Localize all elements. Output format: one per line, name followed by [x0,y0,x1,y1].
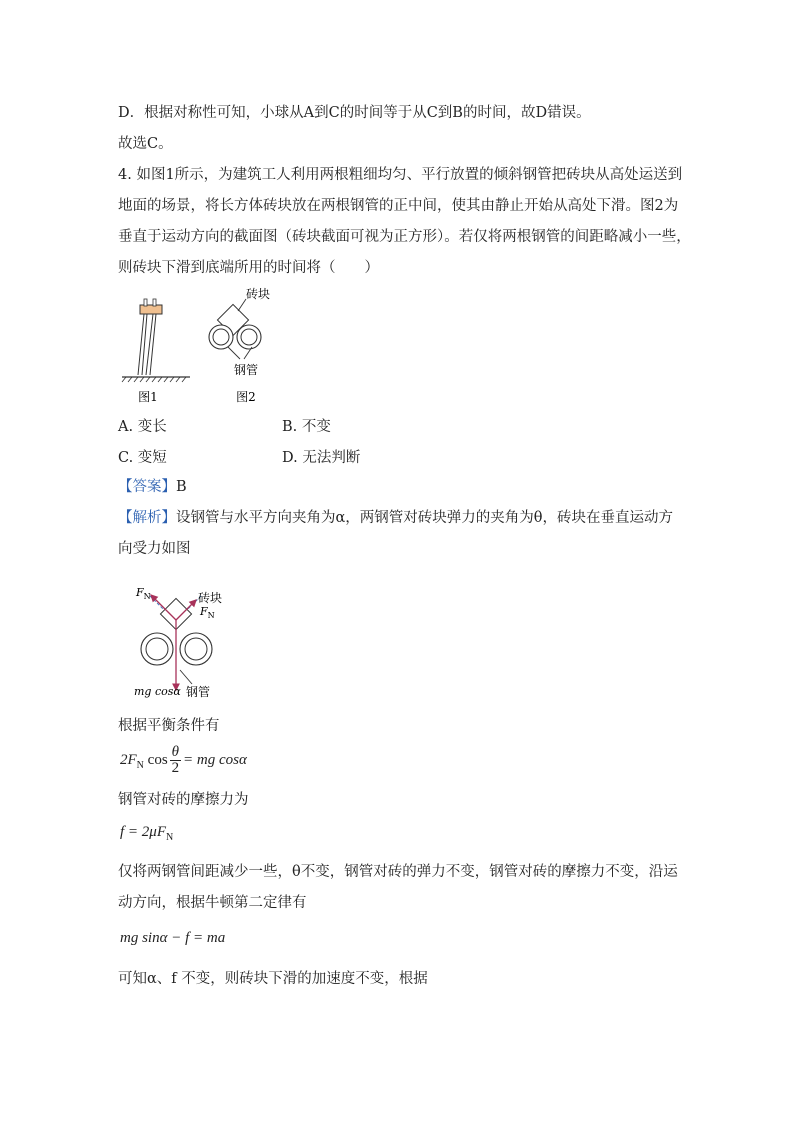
analysis-tag: 【解析】 [118,510,176,526]
fig2-caption: 图2 [236,390,256,404]
fn-label-right: F [200,605,208,618]
option-a: A. 变长 [118,419,167,435]
q4-line-2: 地面的场景，将长方体砖块放在两根钢管的正中间，使其由静止开始从高处下滑。图2为 [118,198,679,214]
friction-intro: 钢管对砖的摩擦力为 [118,792,249,808]
force-brick-label: 砖块 [198,591,223,605]
force-pipe-label: 钢管 [186,685,211,699]
equation-balance: $2F_N$ cos $\frac{\theta}{2}$ = mg cosα [120,744,247,776]
figure-1-drawing [122,299,190,382]
q4-line-3: 垂直于运动方向的截面图（砖块截面可视为正方形）。若仅将两根钢管的间距略减小一些， [118,229,691,245]
analysis-line-2: 向受力如图 [118,541,191,557]
prev-option-d-explanation: D．根据对称性可知，小球从A到C的时间等于从C到B的时间，故D错误。 [118,105,591,121]
svg-text:FN: $F_N$ [136,586,151,601]
figures-1-2 [118,285,288,405]
conclusion-line: 可知α、f 不变，则砖块下滑的加速度不变，根据 [118,971,428,987]
change-line-2: 动方向，根据牛顿第二定律有 [118,895,307,911]
option-b: B. 不变 [282,419,331,435]
answer-line [118,477,187,497]
fig1-caption: 图1 [138,390,158,404]
fn-label-left: F [136,586,144,599]
answer-value: B [176,479,187,495]
fig1-brick [140,305,162,314]
fig2-brick-label: 砖块 [245,287,271,301]
answer-tag: 【答案】 [118,479,176,495]
q4-line-4: 则砖块下滑到底端所用的时间将（ ） [118,260,379,276]
theta-over-two: $\frac{\theta}{2}$ [171,744,180,776]
change-line-1: 仅将两钢管间距减少一些，θ不变，钢管对砖的弹力不变，钢管对砖的摩擦力不变，沿运 [118,864,678,880]
option-c: C. 变短 [118,450,167,466]
equation-newton: mg sinα − f = ma [120,930,226,946]
figure-2-drawing [209,299,261,359]
option-d: D. 无法判断 [282,450,361,466]
fig2-pipe-label: 钢管 [233,363,259,377]
svg-text:FN: $F_N$ [200,605,215,620]
analysis-line-1: 【解析】设钢管与水平方向夹角为α，两钢管对砖块弹力的夹角为θ，砖块在垂直运动方 [118,510,674,526]
prev-answer-line: 故选C。 [118,136,173,152]
balance-intro: 根据平衡条件有 [118,718,220,734]
q4-line-1: 4. 如图1所示，为建筑工人利用两根粗细均匀、平行放置的倾斜钢管把砖块从高处运送到 [118,167,683,183]
force-diagram [130,578,240,703]
mg-cos-label: mg cosα [134,685,181,698]
equation-friction: $f = 2\mu F_N$ [120,824,174,843]
